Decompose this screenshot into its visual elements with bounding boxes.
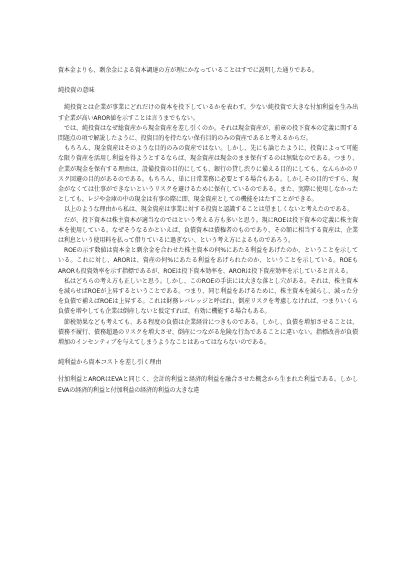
body-paragraph: 私はどちらの考え方も正しいと思う。しかし、このROEの手法には大きな落とし穴がある。それは、株主資本を減らせばROEが上昇するということである。つまり、同じ利益をあげるために、株主資本を減らし、減った分を負債で補えばROEは上昇する。これは財務レバレッジと呼ばれ、倒産リスクを考慮しなければ、つまりいくら負債を増やしても企業は倒産しないと仮定すれば、有効に機能する場合もある。 [58,277,358,316]
body-paragraph: 節税効果なども考えても、ある程度の負債は企業経営につきものである。しかし、負債を増加させることは、債務不履行、債務超過のリスクを増大させ、倒産につながる危険な行為であることに違いない。指標改善が負債増加のインセンティブを与えてしまうようなことはあってはならないのである。 [58,318,358,347]
document-page [58,66,358,396]
section-heading-net-investment: 純投資の意味 [58,87,95,95]
body-paragraph: 純投資とは企業が事業にどれだけの資本を投下しているかを表わす。少ない純投資で大きな付加利益を生み出す企業が高いAROR値を示すことは言うまでもない。 [58,104,358,122]
body-paragraph: だが、投下資本は株主資本が適当なのではという考える方も多いと思う。現にROEは投下資本の定義に株主資本を使用している。なぜそうなるかといえば、負債資本は債権者のものであり、その額に相当する資産は、企業は利息という使用料を払って借りているに過ぎない、という考え方によるものであろう。 [58,216,358,245]
body-paragraph: もちろん、現金資産はそのような目的のみの資産ではない。しかし、先にも論じたように、投資によって可能な限り資産を活用し利益を得ようとするならば、現金資産は現金のまま保有するのは無駄なのである。つまり、企業が現金を保有する理由は、設備投資の目的にしても、銀行の貸し渋りに備える目的にしても、なんらかのリスク回避の目的があるのである。もちろん、単に日常業務に必要とする場合もある。しかしその目的ですら、現金がなくては仕事ができないというリスクを避けるために保有しているのである。また、実際に使用しなかったとしても、レジや金庫の中の現金は有事の際に即、現金資産としての機能をはたすことができる。 [58,145,358,204]
section-heading-capital-cost: 純利益から資本コストを差し引く理由 [58,359,162,367]
body-paragraph: 付加利益とARORはEVAと同じく、会計的利益と経済的利益を融合させた概念から生まれた利益である。しかしEVAの経済的利益と付加利益の経済的利益の大きな違 [58,376,358,394]
body-paragraph: ROEの示す数値は資本金と剰余金を合わせた株主資本の何%にあたる利益をあげたのか、ということを示している。これに対し、ARORは、資産の何%にあたる利益をあげられたのか、ということを示している。ROEもARORも投資効率を示す指標であるが、ROEは投下資本効率を、ARORは投下資産効率を示していると言える。 [58,247,358,275]
body-paragraph: 以上のような理由から私は、現金資産は事業に対する投資と認識することは望ましくないと考えたのである。 [64,206,354,214]
intro-paragraph: 資本金よりも、剰余金による資本調達の方が理にかなっていることはすでに説明した通りである。 [58,67,318,74]
body-paragraph: では、純投資はなぜ総資産から現金資産を差し引くのか。それは現金資産が、前章の投下資本の定義に関する問題点の項で解説したように、投資目的を持たない保有目的のみの資産であると考えるからだ。 [58,124,358,143]
